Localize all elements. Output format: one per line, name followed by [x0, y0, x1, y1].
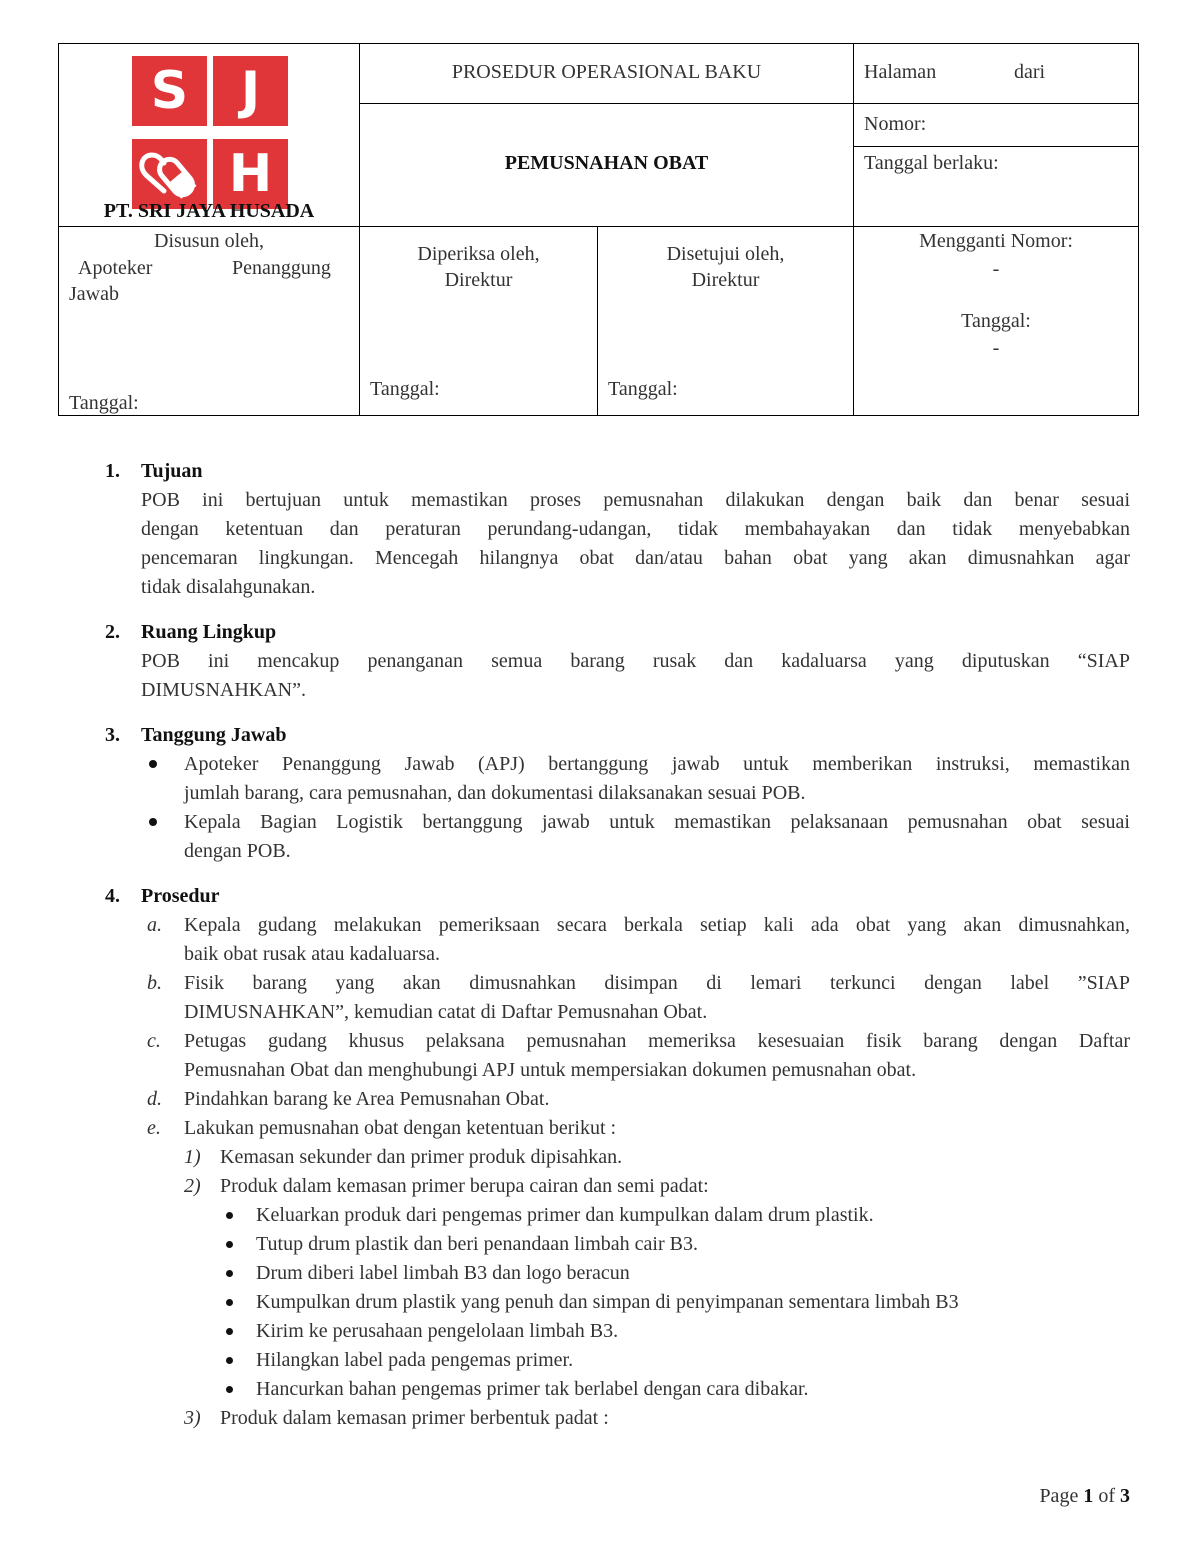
paragraph-line: POB ini bertujuan untuk memastikan proses pemusnahan dilakukan dengan baik dan benar sesuai [141, 489, 1130, 511]
bullet-line: dengan POB. [184, 840, 291, 862]
step-line: Lakukan pemusnahan obat dengan ketentuan berikut : [184, 1117, 617, 1139]
disusun-tanggal: Tanggal: [69, 392, 139, 414]
substep-bullet [141, 1375, 1130, 1404]
logo-letter-h: H [213, 139, 288, 209]
mengganti-tanggal-label: Tanggal: [961, 310, 1031, 332]
substep-3 [141, 1404, 1130, 1433]
nomor-label: Nomor: [864, 113, 927, 135]
disetujui-tanggal: Tanggal: [608, 378, 678, 400]
substep-2 [141, 1172, 1130, 1201]
substep-text: Kemasan sekunder dan primer produk dipisahkan. [220, 1146, 623, 1168]
substep-label: 3) [184, 1407, 201, 1429]
procedure-step-d [141, 1085, 1130, 1114]
disusun-cell [58, 226, 360, 416]
substep-bullet-text: Hilangkan label pada pengemas primer. [256, 1349, 574, 1371]
logo-cell [58, 43, 360, 227]
logo-letter-j: J [213, 56, 288, 126]
disusun-role-2: Penanggung [232, 257, 331, 279]
bullet-line: Kepala Bagian Logistik bertanggung jawab untuk memastikan pelaksanaan pemusnahan obat sesuai [184, 811, 1130, 833]
disetujui-role: Direktur [691, 269, 760, 291]
page-label: Page [1039, 1485, 1079, 1507]
nomor-cell [853, 103, 1139, 147]
substep-bullet-text: Kirim ke perusahaan pengelolaan limbah B3. [256, 1320, 619, 1342]
dari-label: dari [1014, 61, 1046, 83]
diperiksa-label: Diperiksa oleh, [417, 243, 540, 265]
bullet-item [141, 750, 1130, 808]
paragraph-line: POB ini mencakup penanganan semua barang rusak dan kadaluarsa yang diputuskan “SIAP [141, 650, 1130, 672]
bullet-icon [226, 1241, 233, 1248]
disetujui-label: Disetujui oleh, [666, 243, 785, 265]
diperiksa-cell [359, 226, 598, 416]
section-title: Prosedur [141, 885, 220, 907]
substep-1 [141, 1143, 1130, 1172]
section-title: Tujuan [141, 460, 203, 482]
bullet-icon [149, 760, 157, 768]
substep-bullet [141, 1288, 1130, 1317]
step-line: Petugas gudang khusus pelaksana pemusnahan memeriksa kesesuaian fisik barang dengan Daftar [184, 1030, 1130, 1052]
document-body [105, 457, 1130, 1449]
section-number: 4. [105, 885, 120, 907]
pill-heart-icon [132, 139, 207, 209]
procedure-step-b [141, 969, 1130, 1027]
logo-letter-s: S [132, 56, 207, 126]
section-tujuan [105, 457, 1130, 602]
bullet-icon [226, 1270, 233, 1277]
halaman-label: Halaman [864, 61, 937, 83]
bullet-icon [226, 1299, 233, 1306]
substep-bullet-text: Hancurkan bahan pengemas primer tak berlabel dengan cara dibakar. [256, 1378, 809, 1400]
tanggal-berlaku-cell [853, 146, 1139, 227]
disusun-label: Disusun oleh, [154, 230, 264, 252]
section-tanggung-jawab [105, 721, 1130, 866]
section-title: Tanggung Jawab [141, 724, 287, 746]
mengganti-tanggal-value: - [992, 337, 1000, 359]
doc-type-cell [359, 43, 854, 104]
procedure-step-c [141, 1027, 1130, 1085]
mengganti-value: - [992, 258, 1000, 280]
page-total: 3 [1120, 1485, 1130, 1507]
bullet-icon [226, 1357, 233, 1364]
substep-bullet [141, 1201, 1130, 1230]
substep-bullet-text: Keluarkan produk dari pengemas primer dan kumpulkan dalam drum plastik. [256, 1204, 874, 1226]
doc-title-cell [359, 103, 854, 227]
step-line: Pemusnahan Obat dan menghubungi APJ untuk mempersiakan dokumen pemusnahan obat. [184, 1059, 917, 1081]
bullet-icon [226, 1212, 233, 1219]
step-line: Kepala gudang melakukan pemeriksaan secara berkala setiap kali ada obat yang akan dimusnahkan, [184, 914, 1130, 936]
page-current: 1 [1083, 1485, 1094, 1507]
section-ruang-lingkup [105, 618, 1130, 705]
doc-title: PEMUSNAHAN OBAT [504, 152, 709, 174]
substep-bullet-text: Tutup drum plastik dan beri penandaan limbah cair B3. [256, 1233, 698, 1255]
diperiksa-tanggal: Tanggal: [370, 378, 440, 400]
substep-label: 1) [184, 1146, 201, 1168]
step-line: Fisik barang yang akan dimusnahkan disimpan di lemari terkunci dengan label ”SIAP [184, 972, 1130, 994]
step-line: Pindahkan barang ke Area Pemusnahan Obat. [184, 1088, 550, 1110]
paragraph-line: dengan ketentuan dan peraturan perundang-udangan, tidak membahayakan dan tidak menyebabkan [141, 518, 1130, 540]
bullet-line: jumlah barang, cara pemusnahan, dan dokumentasi dilaksanakan sesuai POB. [184, 782, 806, 804]
disetujui-cell [597, 226, 854, 416]
diperiksa-role: Direktur [444, 269, 513, 291]
company-logo [132, 56, 288, 212]
section-number: 2. [105, 621, 120, 643]
procedure-step-e [141, 1114, 1130, 1143]
disusun-role-3: Jawab [69, 283, 119, 305]
section-number: 3. [105, 724, 120, 746]
substep-text: Produk dalam kemasan primer berupa cairan dan semi padat: [220, 1175, 709, 1197]
disusun-role-1: Apoteker [78, 257, 153, 279]
paragraph-line: tidak disalahgunakan. [141, 576, 316, 598]
mengganti-cell [853, 226, 1139, 416]
substep-bullet [141, 1317, 1130, 1346]
mengganti-label: Mengganti Nomor: [919, 230, 1073, 252]
tanggal-berlaku-label: Tanggal berlaku: [864, 152, 999, 174]
substep-text: Produk dalam kemasan primer berbentuk padat : [220, 1407, 609, 1429]
step-label: d. [147, 1088, 162, 1110]
doc-type: PROSEDUR OPERASIONAL BAKU [451, 61, 762, 83]
substep-label: 2) [184, 1175, 201, 1197]
step-label: a. [147, 914, 162, 936]
substep-bullet [141, 1230, 1130, 1259]
substep-bullet-text: Drum diberi label limbah B3 dan logo beracun [256, 1262, 630, 1284]
procedure-step-a [141, 911, 1130, 969]
halaman-cell [853, 43, 1139, 104]
substep-bullet [141, 1259, 1130, 1288]
step-line: baik obat rusak atau kadaluarsa. [184, 943, 441, 965]
section-number: 1. [105, 460, 120, 482]
bullet-icon [226, 1386, 233, 1393]
company-name: PT. SRI JAYA HUSADA [103, 200, 315, 222]
section-prosedur [105, 882, 1130, 1433]
substep-bullet [141, 1346, 1130, 1375]
paragraph-line: DIMUSNAHKAN”. [141, 679, 306, 701]
bullet-icon [226, 1328, 233, 1335]
section-title: Ruang Lingkup [141, 621, 277, 643]
substep-bullet-text: Kumpulkan drum plastik yang penuh dan simpan di penyimpanan sementara limbah B3 [256, 1291, 959, 1313]
of-label: of [1098, 1485, 1115, 1507]
step-line: DIMUSNAHKAN”, kemudian catat di Daftar Pemusnahan Obat. [184, 1001, 708, 1023]
paragraph-line: pencemaran lingkungan. Mencegah hilangnya obat dan/atau bahan obat yang akan dimusnahkan agar [141, 547, 1130, 569]
sop-header-table [58, 43, 1139, 416]
bullet-line: Apoteker Penanggung Jawab (APJ) bertanggung jawab untuk memberikan instruksi, memastikan [184, 753, 1130, 775]
bullet-item [141, 808, 1130, 866]
page-number [960, 1485, 1130, 1508]
bullet-icon [149, 818, 157, 826]
step-label: e. [147, 1117, 161, 1139]
step-label: b. [147, 972, 162, 994]
step-label: c. [147, 1030, 161, 1052]
